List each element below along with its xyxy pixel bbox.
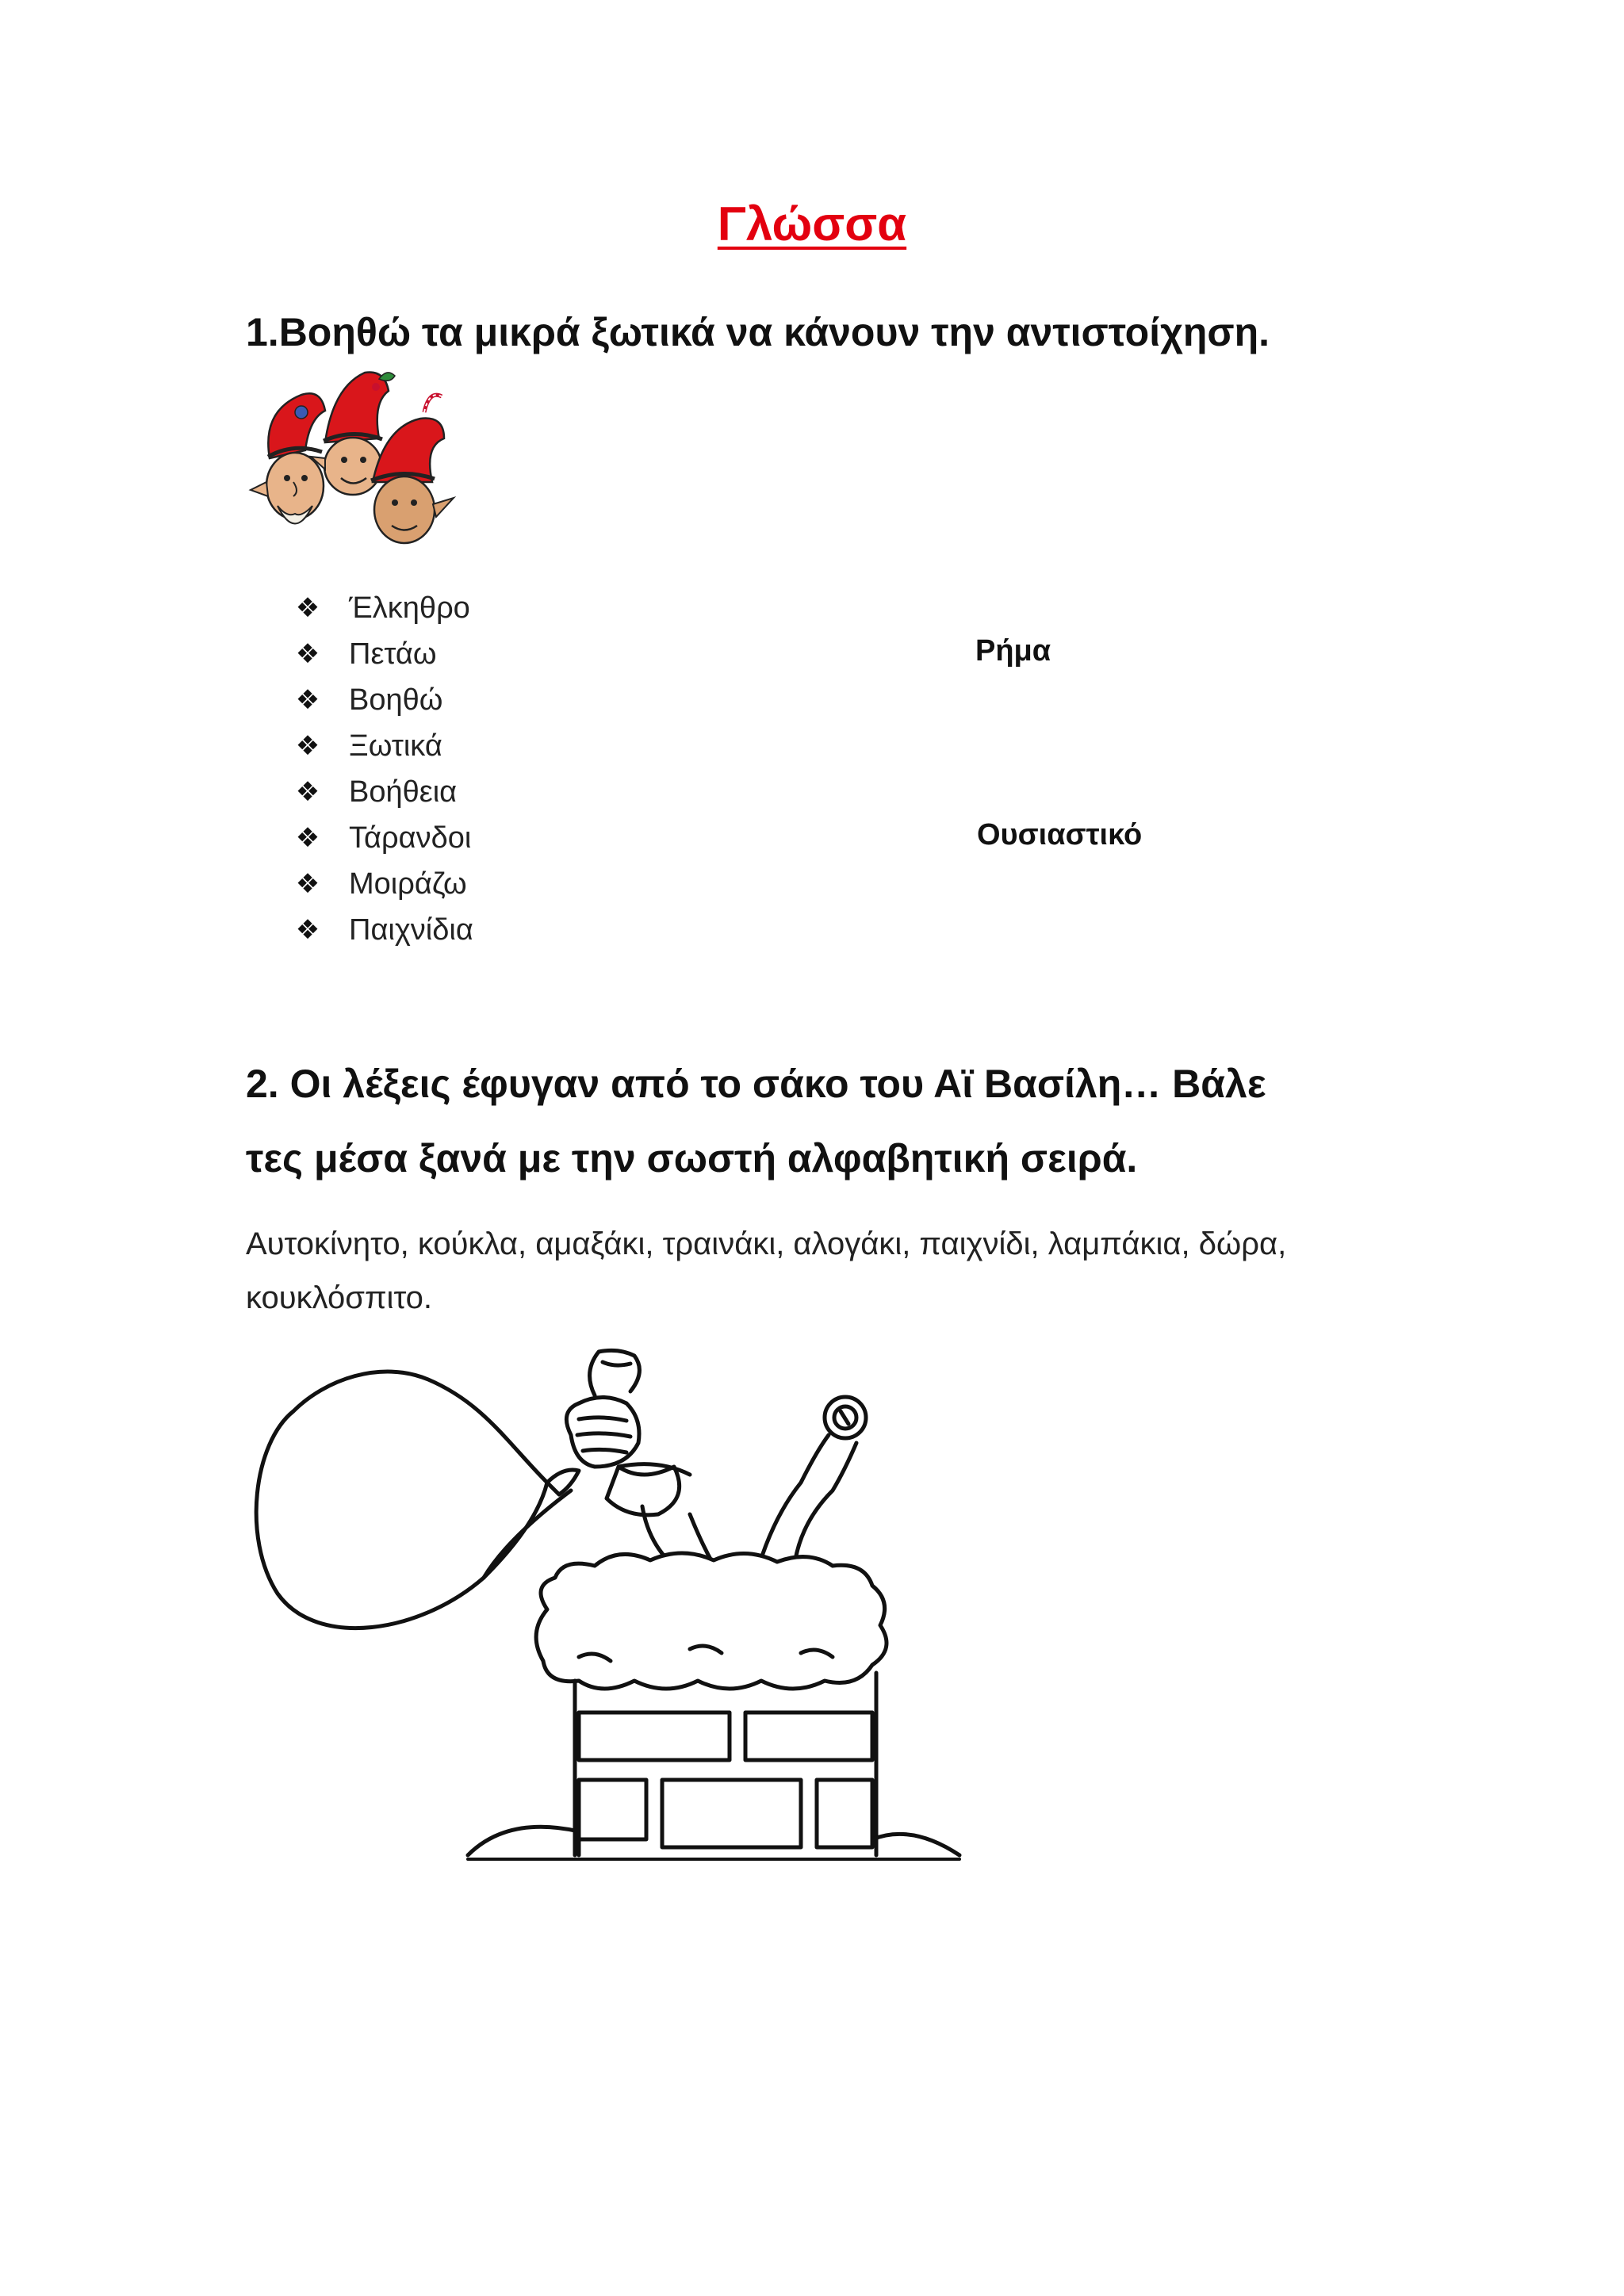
diamond-bullet-icon: ❖: [295, 731, 320, 761]
list-item: [293, 861, 473, 907]
exercise-1-heading: 1.Βοηθώ τα μικρά ξωτικά να κάνουν την αντιστοίχηση.: [246, 310, 1270, 354]
list-item: [293, 677, 473, 723]
word: Έλκηθρο: [349, 591, 470, 625]
list-item: [293, 631, 473, 677]
words-paragraph: Αυτοκίνητο, κούκλα, αμαξάκι, τραινάκι, αλογάκι, παιχνίδι, λαμπάκια, δώρα, κουκλόσπιτο.: [246, 1226, 1287, 1315]
diamond-bullet-icon: ❖: [295, 593, 320, 623]
exercise-2-heading-line-1: 2. Οι λέξεις έφυγαν από το σάκο του Αϊ Βασίλη… Βάλε: [246, 1062, 1266, 1106]
diamond-bullet-icon: ❖: [295, 915, 320, 945]
list-item: [293, 815, 473, 861]
diamond-bullet-icon: ❖: [295, 639, 320, 669]
snow-drift: [468, 1827, 959, 1855]
diamond-bullet-icon: ❖: [295, 823, 320, 853]
word: Μοιράζω: [349, 867, 467, 901]
diamond-bullet-icon: ❖: [295, 869, 320, 899]
word: Παιχνίδια: [349, 913, 473, 947]
word: Πετάω: [349, 637, 437, 671]
santa-chimney-icon: [246, 1348, 975, 1887]
page-title: Γλώσσα: [717, 197, 907, 251]
diamond-bullet-icon: ❖: [295, 685, 320, 715]
sack: [256, 1372, 547, 1628]
word: Βοήθεια: [349, 775, 458, 809]
chimney-snow: [536, 1553, 887, 1689]
list-item: [293, 585, 473, 631]
list-item: [293, 907, 473, 953]
category-verb-label: Ρήμα: [975, 634, 1051, 668]
diamond-bullet-icon: ❖: [295, 777, 320, 807]
category-noun-label: Ουσιαστικό: [977, 818, 1143, 851]
elf-right: [371, 395, 454, 543]
list-item: [293, 723, 473, 769]
list-item: [293, 769, 473, 815]
elves-icon: [246, 363, 464, 553]
word: Τάρανδοι: [349, 821, 472, 855]
word: Ξωτικά: [349, 729, 442, 763]
chimney-body: [575, 1673, 876, 1855]
exercise-2-heading-line-2: τες μέσα ξανά με την σωστή αλφαβητική σειρά.: [246, 1136, 1138, 1181]
word-list: [293, 585, 473, 953]
word: Βοηθώ: [349, 683, 443, 717]
